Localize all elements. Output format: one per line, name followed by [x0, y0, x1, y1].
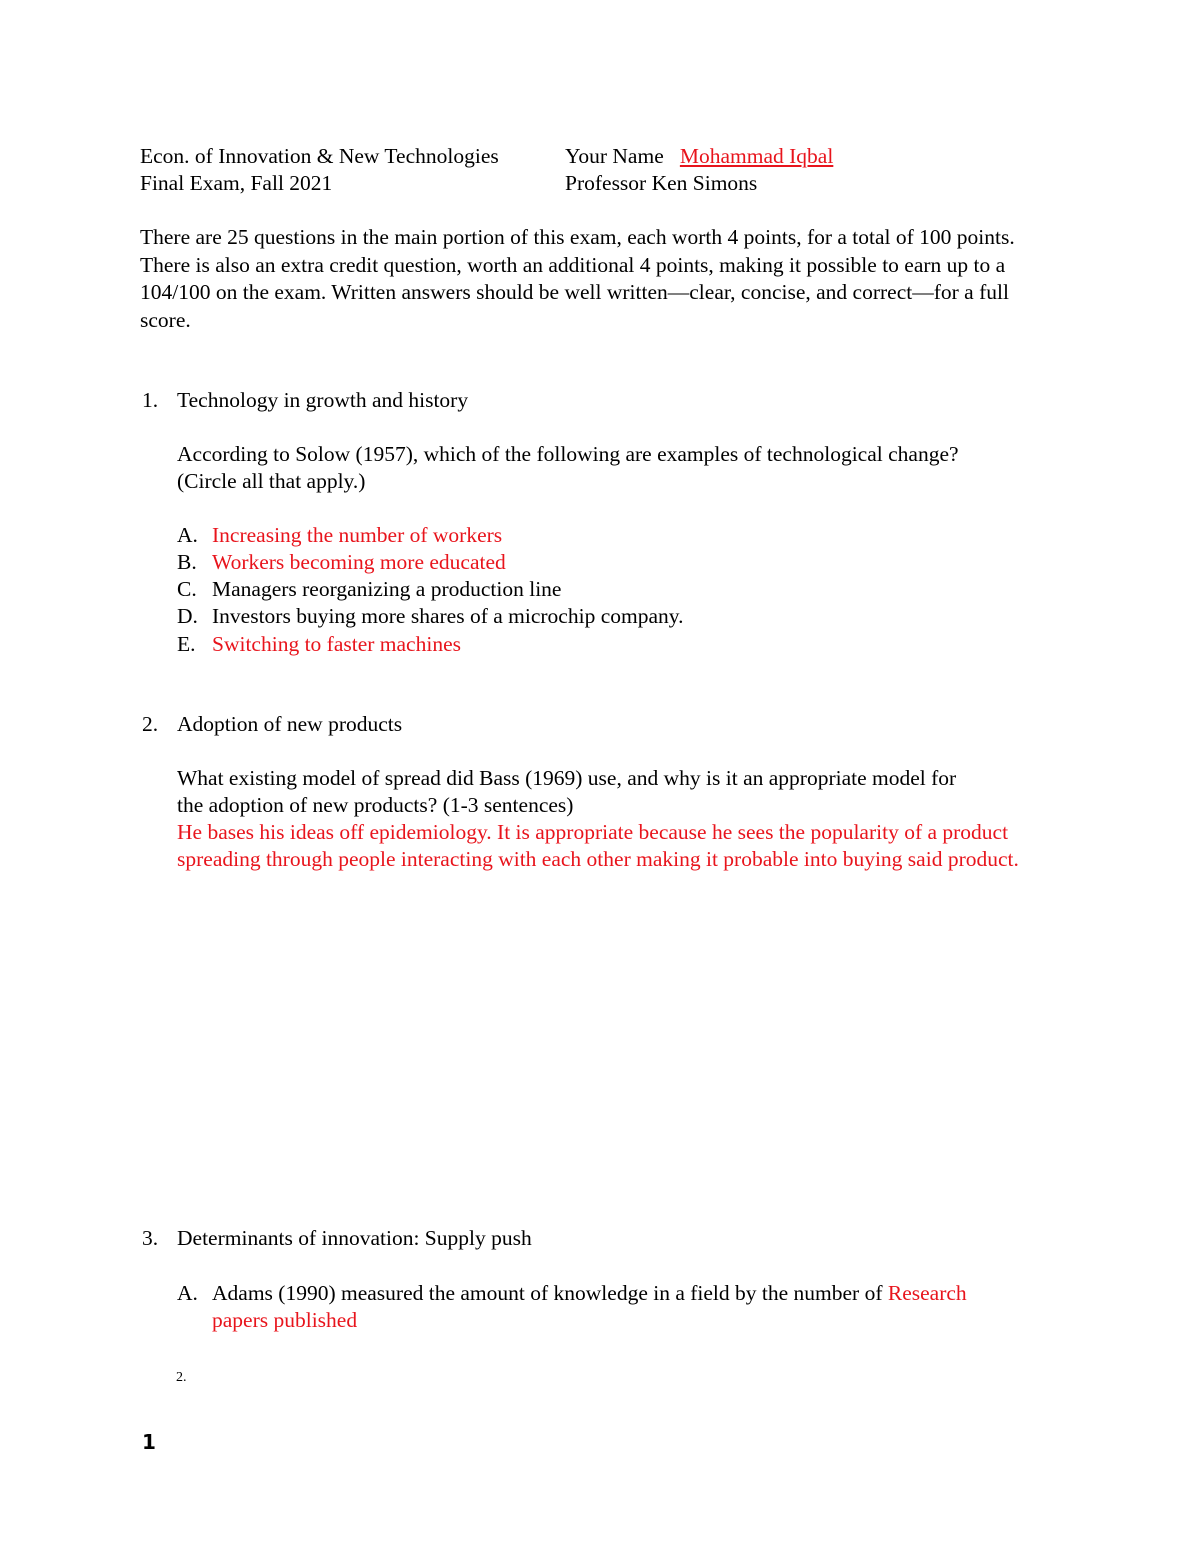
q3-next-item-mark: 2. — [176, 1370, 187, 1385]
q2-number: 2. — [142, 712, 159, 736]
q1-prompt-line-1: According to Solow (1957), which of the following are examples of technological change? — [177, 442, 959, 466]
q1-option-b-letter: B. — [177, 550, 197, 574]
q3-part-a-letter: A. — [177, 1281, 198, 1305]
q1-option-c-text[interactable]: Managers reorganizing a production line — [212, 577, 562, 601]
name-label: Your Name — [565, 144, 664, 168]
q1-option-e-text[interactable]: Switching to faster machines — [212, 632, 461, 656]
q1-option-d-letter: D. — [177, 604, 198, 628]
q2-prompt-line-1: What existing model of spread did Bass (1969) use, and why is it an appropriate model for — [177, 766, 957, 790]
q1-title: Technology in growth and history — [177, 388, 469, 412]
q1-prompt-line-2: (Circle all that apply.) — [177, 469, 366, 493]
q3-part-a-text — [212, 1280, 967, 1307]
q1-option-e-letter: E. — [177, 632, 196, 656]
course-title: Econ. of Innovation & New Technologies — [140, 144, 499, 168]
q3-part-a-answer-1[interactable]: Research — [887, 1281, 967, 1305]
name-line — [565, 143, 833, 170]
professor-name: Professor Ken Simons — [565, 171, 758, 195]
student-name[interactable]: Mohammad Iqbal — [679, 144, 834, 168]
q3-title: Determinants of innovation: Supply push — [177, 1226, 532, 1250]
q1-option-c-letter: C. — [177, 577, 197, 601]
q2-answer[interactable]: He bases his ideas off epidemiology. It is appropriate because he sees the popularity of a product spreading through people interacting with each other making it probable into buying said product. — [177, 820, 1019, 871]
exam-title: Final Exam, Fall 2021 — [140, 171, 333, 195]
q1-option-b-text[interactable]: Workers becoming more educated — [212, 550, 506, 574]
q1-option-d-text[interactable]: Investors buying more shares of a microchip company. — [212, 604, 684, 628]
q2-prompt-line-2: the adoption of new products? (1-3 sentences) — [177, 793, 574, 817]
q3-part-a-answer-2[interactable]: papers published — [212, 1308, 358, 1332]
q3-number: 3. — [142, 1226, 159, 1250]
q1-number: 1. — [142, 388, 159, 412]
q2-title: Adoption of new products — [177, 712, 403, 736]
intro-paragraph: There are 25 questions in the main portion of this exam, each worth 4 points, for a total of 100 points. There is also an extra credit question, worth an additional 4 points, making it possible to earn up to a 104/100 on the exam. Written answers should be well written—clear, concise, and correct—for a full score. — [140, 225, 1015, 332]
q3-part-a-prompt: Adams (1990) measured the amount of knowledge in a field by the number of — [212, 1281, 888, 1305]
page-number: 1 — [142, 1430, 156, 1454]
q1-option-a-letter: A. — [177, 523, 198, 547]
q1-option-a-text[interactable]: Increasing the number of workers — [212, 523, 503, 547]
